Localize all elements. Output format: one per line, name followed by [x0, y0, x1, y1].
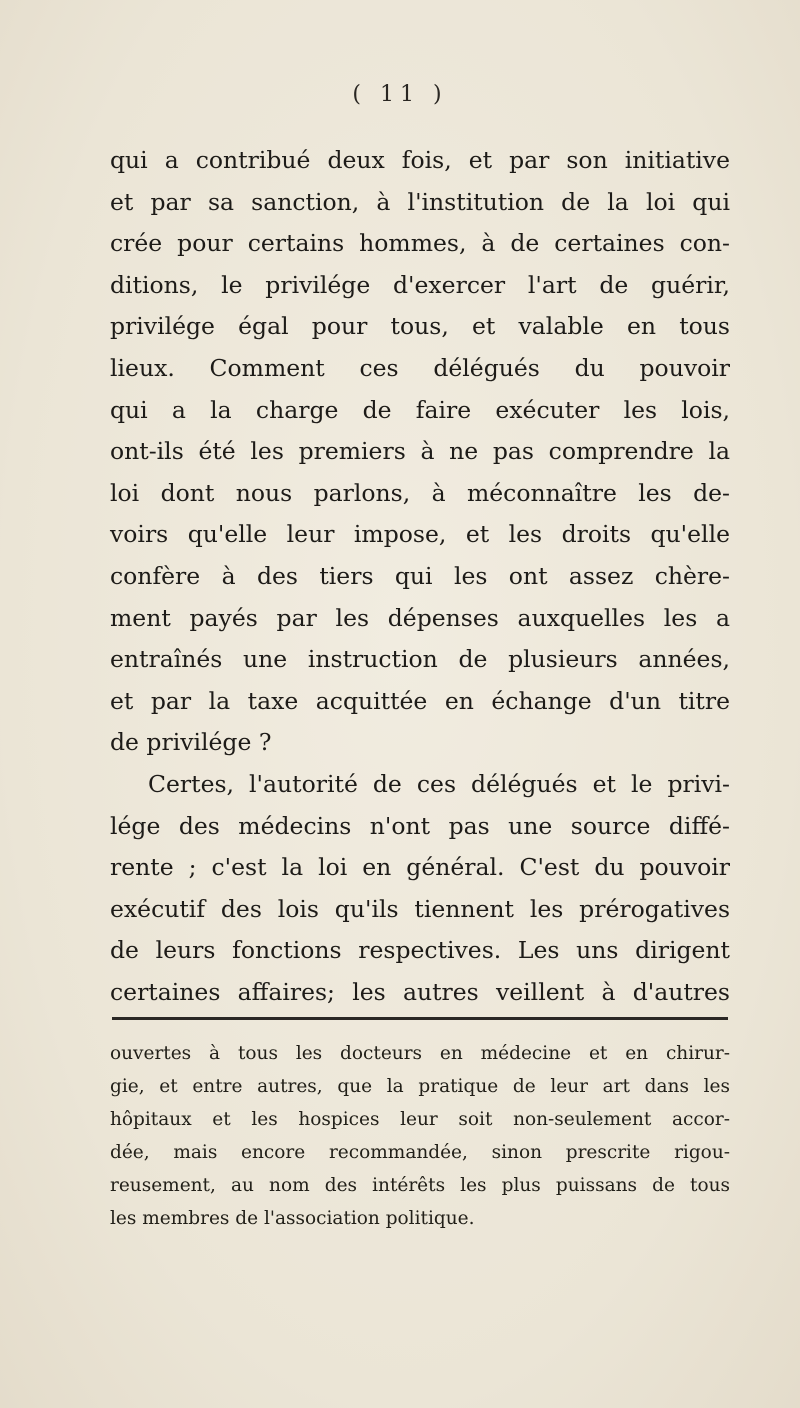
body-line: qui a contribué deux fois, et par son initiative — [110, 146, 730, 174]
body-line: de leurs fonctions respectives. Les uns dirigent — [110, 936, 730, 965]
body-line: loi dont nous parlons, à méconnaître les de- — [110, 478, 730, 507]
body-line: privilége égal pour tous, et valable en tous — [110, 312, 730, 341]
body-line: exécutif des lois qu'ils tiennent les prérogatives — [110, 894, 730, 923]
footnote-line: dée, mais encore recommandée, sinon prescrite rigou- — [110, 1142, 730, 1163]
paragraph-start-line: Certes, l'autorité de ces délégués et le privi- — [148, 769, 730, 798]
body-line: ont-ils été les premiers à ne pas comprendre la — [110, 437, 730, 466]
body-line: confère à des tiers qui les ont assez chère- — [110, 561, 730, 590]
body-line: et par la taxe acquittée en échange d'un titre — [110, 686, 730, 715]
body-line: ditions, le privilége d'exercer l'art de guérir, — [110, 270, 730, 299]
footnote — [110, 1037, 730, 1235]
body-line: ment payés par les dépenses auxquelles les a — [110, 603, 730, 632]
footnote-line: les membres de l'association politique. — [110, 1208, 475, 1229]
body-line: lieux. Comment ces délégués du pouvoir — [110, 353, 730, 382]
body-line: lége des médecins n'ont pas une source diffé- — [110, 811, 730, 840]
body-line: voirs qu'elle leur impose, et les droits qu'elle — [110, 520, 730, 549]
body-line: crée pour certains hommes, à de certaines con- — [110, 229, 730, 258]
body-line: certaines affaires; les autres veillent à d'autres — [110, 977, 730, 1006]
body-line: qui a la charge de faire exécuter les lois, — [110, 395, 730, 424]
body-text — [110, 140, 730, 1013]
body-line: et par sa sanction, à l'institution de la loi qui — [110, 187, 730, 216]
body-line: rente ; c'est la loi en général. C'est du pouvoir — [110, 853, 730, 882]
page-number: ( 11 ) — [352, 82, 448, 107]
footnote-divider — [112, 1017, 728, 1020]
footnote-line: reusement, au nom des intérêts les plus puissans de tous — [110, 1175, 730, 1196]
body-line: de privilége ? — [110, 728, 272, 757]
footnote-line: ouvertes à tous les docteurs en médecine et en chirur- — [110, 1043, 730, 1064]
body-line: entraînés une instruction de plusieurs années, — [110, 645, 730, 674]
footnote-line: gie, et entre autres, que la pratique de leur art dans les — [110, 1076, 730, 1097]
footnote-line: hôpitaux et les hospices leur soit non-seulement accor- — [110, 1109, 730, 1130]
